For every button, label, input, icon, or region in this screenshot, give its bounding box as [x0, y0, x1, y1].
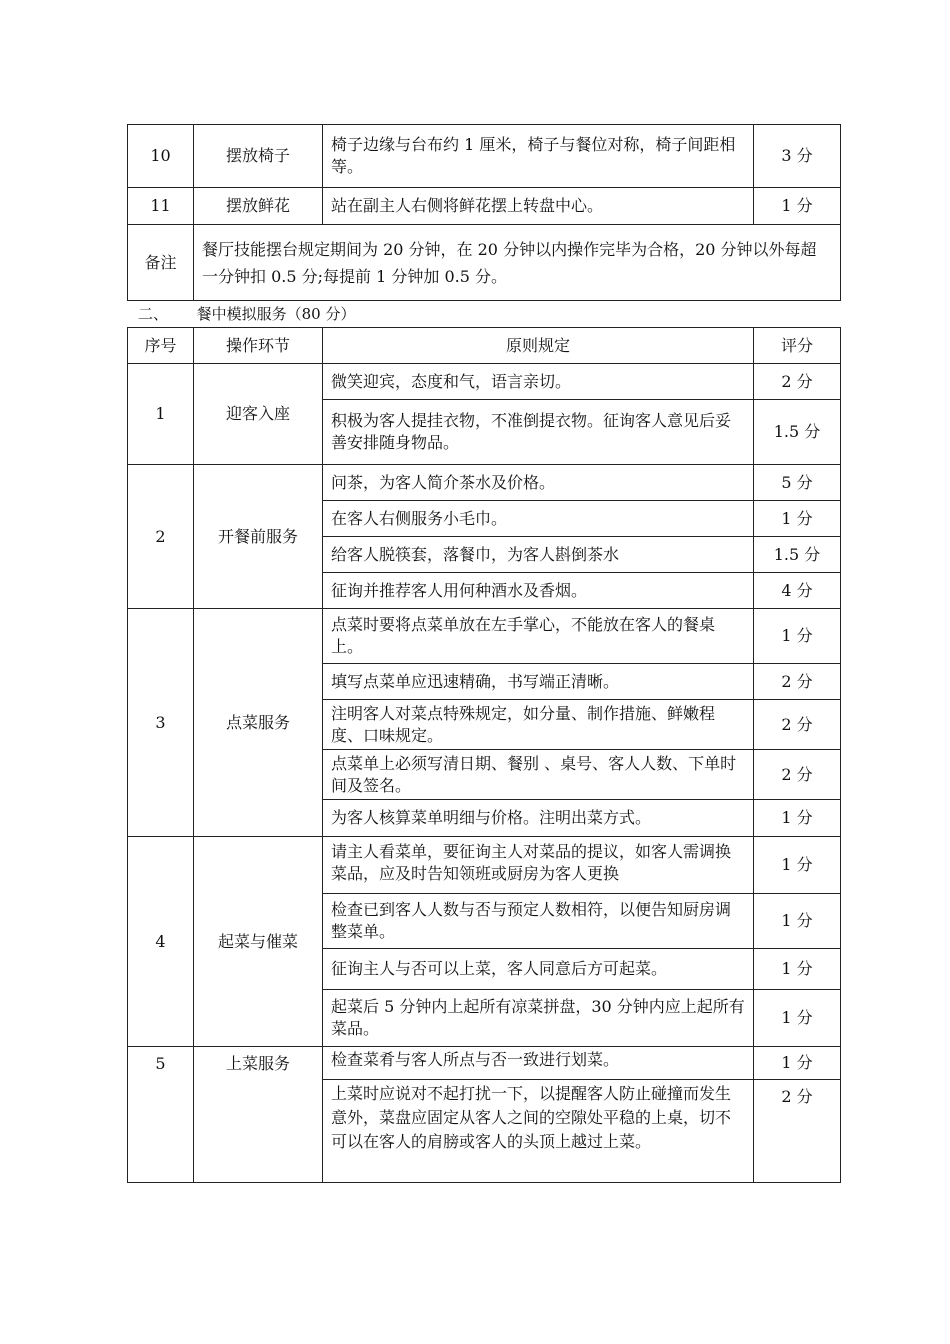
item-score: 1 分 [754, 800, 841, 837]
item-score: 1 分 [754, 990, 841, 1047]
table-header-row [128, 328, 841, 364]
item-rule-cell [323, 837, 754, 894]
item-score: 2 分 [754, 664, 841, 700]
group-step: 开餐前服务 [194, 465, 323, 609]
item-score: 2 分 [754, 700, 841, 750]
group-number: 5 [128, 1047, 194, 1183]
group-number: 4 [128, 837, 194, 1047]
item-score: 1.5 分 [754, 400, 841, 465]
item-score: 2 分 [754, 1080, 841, 1183]
item-rule: 积极为客人提挂衣物，不准倒提衣物。征询客人意见后妥善安排随身物品。 [323, 400, 754, 465]
item-rule: 上菜时应说对不起打扰一下，以提醒客人防止碰撞而发生意外，菜盘应固定从客人之间的空隙处平稳的上桌，切不可以在客人的肩膀或客人的头顶上越过上菜。 [323, 1080, 754, 1183]
note-label: 备注 [128, 225, 194, 301]
item-rule: 问茶，为客人简介茶水及价格。 [323, 465, 754, 501]
item-rule: 起菜后 5 分钟内上起所有凉菜拼盘，30 分钟内应上起所有菜品。 [323, 990, 754, 1047]
header-score: 评分 [754, 328, 841, 364]
table-row [128, 1047, 841, 1080]
item-score: 2 分 [754, 364, 841, 400]
item-rule: 征询并推荐客人用何种酒水及香烟。 [323, 573, 754, 609]
group-step: 点菜服务 [194, 609, 323, 837]
header-no: 序号 [128, 328, 194, 364]
row-rule: 站在副主人右侧将鲜花摆上转盘中心。 [323, 188, 754, 225]
table-row [128, 837, 841, 894]
table-row [128, 188, 841, 225]
item-rule: 微笑迎宾，态度和气，语言亲切。 [323, 364, 754, 400]
item-rule: 填写点菜单应迅速精确，书写端正清晰。 [323, 664, 754, 700]
item-rule: 征询主人与否可以上菜，客人同意后方可起菜。 [323, 949, 754, 990]
item-rule: 给客人脱筷套，落餐巾，为客人斟倒茶水 [323, 537, 754, 573]
item-rule: 请主人看菜单，要征询主人对菜品的提议，如客人需调换菜品，应及时告知领班或厨房为客人更换 [331, 842, 732, 883]
table-row [128, 609, 841, 664]
item-score: 1 分 [754, 609, 841, 664]
item-score: 2 分 [754, 750, 841, 800]
item-score: 1 分 [754, 1047, 841, 1080]
table-continued [127, 124, 841, 301]
row-score: 1 分 [754, 188, 841, 225]
table-row [128, 465, 841, 501]
item-score: 1 分 [754, 894, 841, 949]
group-step: 起菜与催菜 [194, 837, 323, 1047]
row-number: 10 [128, 125, 194, 188]
note-row [128, 225, 841, 301]
item-rule: 在客人右侧服务小毛巾。 [323, 501, 754, 537]
section-heading [138, 304, 355, 324]
item-score: 5 分 [754, 465, 841, 501]
table-row [128, 125, 841, 188]
item-rule: 检查菜肴与客人所点与否一致进行划菜。 [323, 1047, 754, 1080]
group-number: 1 [128, 364, 194, 465]
row-score: 3 分 [754, 125, 841, 188]
section-number: 二、 [138, 305, 169, 323]
service-score-table [127, 327, 841, 1183]
section-title: 餐中模拟服务（80 分） [196, 305, 356, 323]
row-step: 摆放椅子 [194, 125, 323, 188]
row-rule: 椅子边缘与台布约 1 厘米，椅子与餐位对称，椅子间距相等。 [323, 125, 754, 188]
table-row [128, 364, 841, 400]
item-rule: 点菜时要将点菜单放在左手掌心，不能放在客人的餐桌上。 [323, 609, 754, 664]
row-step: 摆放鲜花 [194, 188, 323, 225]
item-score: 4 分 [754, 573, 841, 609]
group-step: 迎客入座 [194, 364, 323, 465]
item-rule: 点菜单上必须写清日期、餐别 、桌号、客人人数、下单时间及签名。 [323, 750, 754, 800]
item-rule: 为客人核算菜单明细与价格。注明出菜方式。 [323, 800, 754, 837]
item-score: 1 分 [754, 837, 841, 894]
item-score: 1 分 [754, 949, 841, 990]
header-step: 操作环节 [194, 328, 323, 364]
row-number: 11 [128, 188, 194, 225]
item-rule: 检查已到客人人数与否与预定人数相符，以便告知厨房调整菜单。 [323, 894, 754, 949]
note-text: 餐厅技能摆台规定期间为 20 分钟，在 20 分钟以内操作完毕为合格，20 分钟以外每超一分钟扣 0.5 分;每提前 1 分钟加 0.5 分。 [194, 225, 841, 301]
header-rule: 原则规定 [323, 328, 754, 364]
item-rule: 注明客人对菜点特殊规定，如分量、制作措施、鲜嫩程度、口味规定。 [323, 700, 754, 750]
group-number: 2 [128, 465, 194, 609]
group-step: 上菜服务 [194, 1047, 323, 1183]
item-score: 1.5 分 [754, 537, 841, 573]
item-score: 1 分 [754, 501, 841, 537]
group-number: 3 [128, 609, 194, 837]
